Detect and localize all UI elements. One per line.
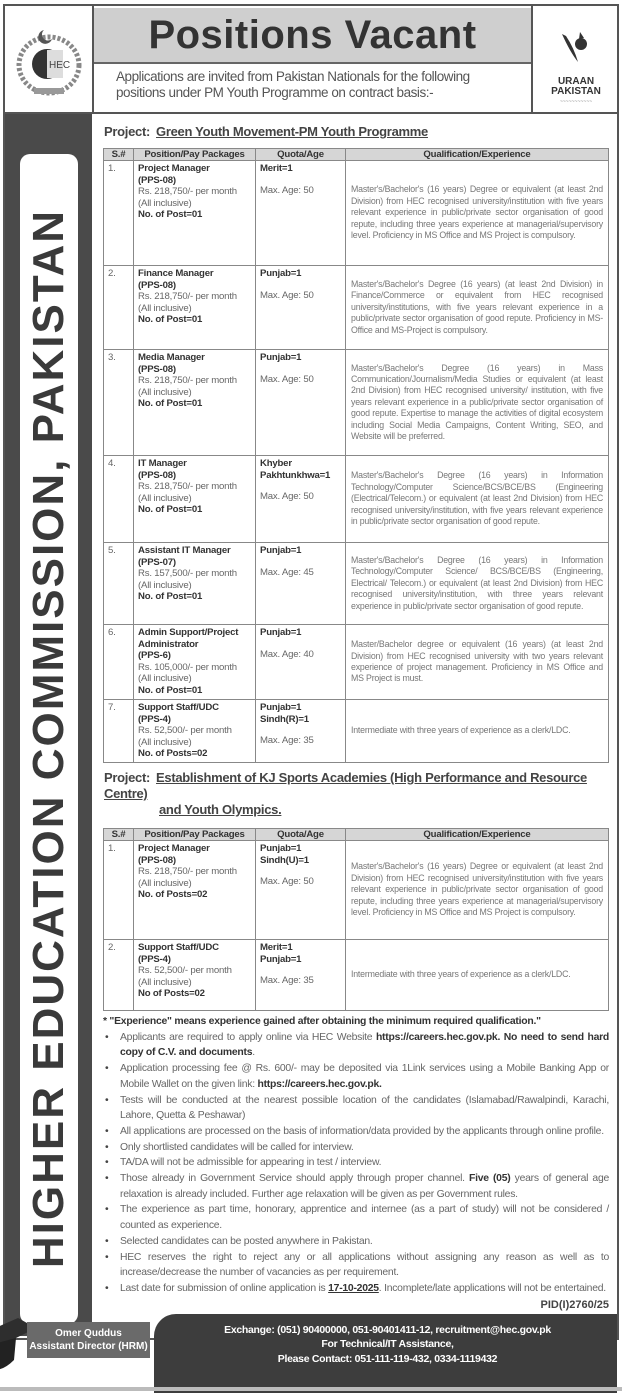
table-row — [104, 543, 609, 625]
qualification: Master's/Bachelor's (16 years) Degree or equivalent (at least 2nd Division) from HEC recognised university/institution with five years relevant experience in public/private sector organisation of good repute, including three years experience at managerial/supervisory level. Proficiency in MS Office and MS Project is compulsory. — [346, 841, 609, 940]
quota-item: Punjab=1 — [260, 627, 302, 638]
post-count: No. of Post=01 — [138, 684, 203, 696]
col-position: Position/Pay Packages — [134, 149, 256, 161]
position-cell — [134, 700, 256, 763]
position-cell — [134, 350, 256, 456]
table-row — [104, 625, 609, 700]
quota-cell — [256, 161, 346, 266]
pps-grade: (PPS-6) — [138, 650, 171, 662]
pps-grade: (PPS-08) — [138, 469, 176, 481]
project-label: Project: — [104, 124, 151, 139]
signatory-designation: Assistant Director (HRM) — [29, 1340, 148, 1352]
table-row — [104, 700, 609, 763]
note-item — [103, 1061, 609, 1092]
pay: Rs. 157,500/- per month — [138, 568, 237, 580]
note-item — [103, 1155, 609, 1171]
quota-cell — [256, 266, 346, 350]
post-count: No. of Post=01 — [138, 504, 203, 516]
uraan-text: URAAN — [557, 76, 595, 87]
quota-cell — [256, 700, 346, 763]
note-text: Selected candidates can be posted anywhere in Pakistan. — [120, 1235, 373, 1247]
footer — [25, 1314, 617, 1394]
table-row — [104, 940, 609, 1011]
col-quota: Quota/Age — [256, 829, 346, 841]
pps-grade: (PPS-4) — [138, 713, 171, 725]
position-cell — [134, 940, 256, 1011]
qualification: Intermediate with three years of experience as a clerk/LDC. — [346, 940, 609, 1011]
pid-number: PID(I)2760/25 — [540, 1298, 609, 1311]
post-count: No. of Post=01 — [138, 314, 203, 326]
post-count: No. of Posts=02 — [138, 889, 208, 901]
note-item — [103, 1030, 609, 1061]
quota-item: Khyber Pakhtunkhwa=1 — [260, 458, 331, 481]
position-title: Support Staff/UDC — [138, 942, 219, 953]
position-title: Assistant IT Manager — [138, 545, 231, 556]
inclusive-note: (All inclusive) — [138, 976, 192, 988]
project-name: Establishment of KJ Sports Academies (High Performance and Resource Centre) — [104, 770, 587, 801]
note-item — [103, 1202, 609, 1233]
quota-item: Punjab=1 — [260, 843, 302, 854]
inclusive-note: (All inclusive) — [138, 579, 192, 591]
max-age: Max. Age: 40 — [260, 648, 314, 660]
table-row — [104, 350, 609, 456]
project-title-1 — [104, 124, 609, 140]
serial-number: 2. — [104, 266, 134, 350]
position-title: IT Manager — [138, 458, 187, 469]
note-text: TA/DA will not be admissible for appearing in test / interview. — [120, 1157, 382, 1169]
position-cell — [134, 161, 256, 266]
positions-table-1 — [103, 148, 609, 763]
max-age: Max. Age: 35 — [260, 975, 314, 987]
max-age: Max. Age: 50 — [260, 876, 314, 888]
note-text: HEC reserves the right to reject any or all applications without assigning any reason as well as to increase/decrease the number of vacancies as per requirement. — [120, 1251, 609, 1279]
qualification: Master's/Bachelor's (16 years) Degree or equivalent (at least 2nd Division) from HEC recognised university/institution with five years relevant experience in public/private sector organisation of good repute, including three years experience at managerial/supervisory level. Proficiency in MS Office and MS Project is compulsory. — [346, 161, 609, 266]
pay: Rs. 218,750/- per month — [138, 186, 237, 198]
serial-number: 6. — [104, 625, 134, 700]
note-after: . Incomplete/late applications will not be entertained. — [378, 1282, 606, 1294]
max-age: Max. Age: 50 — [260, 184, 314, 196]
title-box — [92, 6, 533, 113]
post-count: No. of Post=01 — [138, 591, 203, 603]
positions-table-2 — [103, 828, 609, 1011]
table-row — [104, 841, 609, 940]
note-item — [103, 1124, 609, 1140]
position-title: Project Manager — [138, 843, 210, 854]
notes — [103, 1014, 609, 1297]
col-qualification: Qualification/Experience — [346, 829, 609, 841]
notes-list — [103, 1030, 609, 1297]
max-age: Max. Age: 50 — [260, 289, 314, 301]
note-text: Only shortlisted candidates will be called for interview. — [120, 1141, 354, 1153]
position-cell — [134, 625, 256, 700]
pps-grade: (PPS-08) — [138, 854, 176, 866]
serial-number: 7. — [104, 700, 134, 763]
pay: Rs. 105,000/- per month — [138, 661, 237, 673]
note-text: Last date for submission of online application is — [120, 1282, 329, 1294]
hec-logo — [5, 6, 92, 113]
quota-cell — [256, 456, 346, 543]
page-title: Positions Vacant — [94, 8, 531, 64]
col-qualification: Qualification/Experience — [346, 149, 609, 161]
quota-item: Punjab=1 — [260, 352, 302, 363]
quota-cell — [256, 625, 346, 700]
quota-item: Punjab=1 — [260, 545, 302, 556]
post-count: No. of Post=01 — [138, 209, 203, 221]
qualification: Master's/Bachelor's Degree (16 years) in Information Technology/Computer Science/BCS/BCE/BS (Engineering (Electrical/Telecom.) or equivalent (at least 2nd Division) from HEC recognised university/institution, with five years relevant experience in public/private sector organisation of good repute. — [346, 456, 609, 543]
quota-item: Sindh(R)=1 — [260, 713, 309, 725]
inclusive-note: (All inclusive) — [138, 492, 192, 504]
inclusive-note: (All inclusive) — [138, 302, 192, 314]
post-count: No. of Posts=02 — [138, 748, 208, 760]
note-text: Applicants are required to apply online via HEC Website — [120, 1031, 376, 1043]
position-cell — [134, 456, 256, 543]
serial-number: 5. — [104, 543, 134, 625]
note-bold: Five (05) — [468, 1173, 511, 1185]
sidebar-band — [5, 114, 92, 1336]
note-text: The experience as part time, honorary, apprentice and internee (as a part of study) will not be considered / counted as experience. — [120, 1204, 609, 1232]
pakistan-text: PAKISTAN — [551, 86, 601, 97]
pay: Rs. 218,750/- per month — [138, 375, 237, 387]
intro-text: Applications are invited from Pakistan Nationals for the following positions under PM Youth Programme on contract basis:- — [116, 69, 470, 100]
bottom-bar — [0, 1387, 622, 1391]
project-title-2 — [104, 770, 609, 818]
note-bold: https://careers.hec.gov.pk. — [257, 1078, 382, 1090]
inclusive-note: (All inclusive) — [138, 386, 192, 398]
col-sno: S.# — [104, 829, 134, 841]
note-item — [103, 1250, 609, 1281]
inclusive-note: (All inclusive) — [138, 197, 192, 209]
project-name: Green Youth Movement-PM Youth Programme — [156, 124, 428, 139]
pay: Rs. 52,500/- per month — [138, 965, 232, 977]
note-item — [103, 1093, 609, 1124]
uraan-pakistan-logo — [535, 6, 617, 113]
note-item — [103, 1281, 609, 1297]
quota-item: Sindh(U)=1 — [260, 854, 309, 866]
position-cell — [134, 543, 256, 625]
inclusive-note: (All inclusive) — [138, 673, 192, 685]
qualification: Master's/Bachelor's Degree (16 years) in Information Technology/Computer Science/ BCS/BCE/BS (Engineering, Electrical/ Telecom.) or equivalent (at least 2nd Division) from HEC recognised university/institution, with three years relevant experience in public/private sector organisation of good repute. — [346, 543, 609, 625]
note-item — [103, 1140, 609, 1156]
note-text: All applications are processed on the basis of information/data provided by the applicants through online profile. — [120, 1125, 604, 1137]
table-row — [104, 266, 609, 350]
contact-text: Please Contact: 051-111-119-432, 0334-1119432 — [277, 1352, 498, 1365]
position-title: Admin Support/Project Administrator — [138, 627, 239, 650]
serial-number: 4. — [104, 456, 134, 543]
note-after: . — [252, 1047, 255, 1059]
max-age: Max. Age: 45 — [260, 566, 314, 578]
signatory — [27, 1322, 150, 1358]
note-text: Application processing fee @ Rs. 600/- may be deposited via 1Link services using a Mobile Banking App or Mobile Wallet on the given link: — [120, 1063, 609, 1090]
position-title: Support Staff/UDC — [138, 702, 219, 713]
max-age: Max. Age: 35 — [260, 735, 314, 747]
pay: Rs. 218,750/- per month — [138, 866, 237, 878]
quota-item: Merit=1 — [260, 942, 293, 953]
position-title: Media Manager — [138, 352, 205, 363]
col-quota: Quota/Age — [256, 149, 346, 161]
hec-logo-text: HEC — [48, 59, 70, 71]
pay: Rs. 218,750/- per month — [138, 291, 237, 303]
note-item — [103, 1171, 609, 1202]
max-age: Max. Age: 50 — [260, 373, 314, 385]
pay: Rs. 52,500/- per month — [138, 725, 232, 737]
note-item — [103, 1234, 609, 1250]
serial-number: 3. — [104, 350, 134, 456]
serial-number: 1. — [104, 161, 134, 266]
inclusive-note: (All inclusive) — [138, 736, 192, 748]
project-name-cont: and Youth Olympics. — [159, 802, 282, 817]
qualification: Master's/Bachelor's Degree (16 years) (at least 2nd Division) in Finance/Commerce or equivalent from HEC recognised university/institutions, with five years relevant experience in a public/private sector organisation of good repute. Proficiency in MS-Office and MS-Project is compulsory. — [346, 266, 609, 350]
inclusive-note: (All inclusive) — [138, 877, 192, 889]
quota-item: Merit=1 — [260, 163, 293, 174]
pps-grade: (PPS-08) — [138, 279, 176, 291]
serial-number: 1. — [104, 841, 134, 940]
note-text: Those already in Government Service should apply through proper channel. — [120, 1173, 469, 1185]
table-row — [104, 456, 609, 543]
quota-cell — [256, 841, 346, 940]
col-position: Position/Pay Packages — [134, 829, 256, 841]
uraan-bird-icon — [556, 26, 596, 72]
pay: Rs. 218,750/- per month — [138, 481, 237, 493]
tech-assistance-text: For Technical/IT Assistance, — [321, 1338, 454, 1351]
position-cell — [134, 841, 256, 940]
pps-grade: (PPS-08) — [138, 174, 176, 186]
position-cell — [134, 266, 256, 350]
note-bold: 17-10-2025 — [328, 1282, 379, 1294]
col-sno: S.# — [104, 149, 134, 161]
quota-cell — [256, 350, 346, 456]
pps-grade: (PPS-07) — [138, 556, 176, 568]
position-title: Project Manager — [138, 163, 210, 174]
quota-item: Punjab=1 — [260, 953, 302, 965]
pps-grade: (PPS-08) — [138, 363, 176, 375]
divider — [3, 112, 619, 114]
table-row — [104, 161, 609, 266]
sidebar-text: HIGHER EDUCATION COMMISSION, PAKISTAN — [24, 209, 73, 1269]
exchange-text: Exchange: (051) 90400000, 051-90401411-12, recruitment@hec.gov.pk — [224, 1323, 551, 1336]
quota-item: Punjab=1 — [260, 702, 302, 713]
pps-grade: (PPS-4) — [138, 953, 171, 965]
post-count: No of Posts=02 — [138, 988, 205, 1000]
qualification: Master/Bachelor degree or equivalent (16 years) (at least 2nd Division) from HEC recognised university with two years relevant experience of project management. Proficiency in MS Office and MS Project is must. — [346, 625, 609, 700]
qualification: Master's/Bachelor's Degree (16 years) in Mass Communication/Journalism/Media Studies or equivalent (at least 2nd Division) from HEC recognised university/ institution, with five years relevant experience in a public/private sector organisation of good repute. Expertise to manage the activities of digital ecosystem including Social Media Campaigns, Content Writing, SEO, and Website will be preferred. — [346, 350, 609, 456]
signatory-name: Omer Quddus — [55, 1327, 122, 1339]
quota-item: Punjab=1 — [260, 268, 302, 279]
note-text: Tests will be conducted at the nearest possible location of the candidates (Islamabad/Rawalpindi, Karachi, Lahore, Quetta & Peshawar) — [120, 1094, 609, 1122]
contact-panel — [154, 1314, 617, 1393]
qualification: Intermediate with three years of experience as a clerk/LDC. — [346, 700, 609, 763]
project-label: Project: — [104, 770, 151, 785]
position-title: Finance Manager — [138, 268, 214, 279]
quota-cell — [256, 940, 346, 1011]
hec-emblem-icon — [14, 20, 84, 100]
post-count: No. of Post=01 — [138, 398, 203, 410]
note-bold: https://careers.hec.gov.pk. No need to send hard copy of C.V. and documents — [120, 1031, 609, 1059]
experience-note: * "Experience" means experience gained after obtaining the minimum required qualification." — [103, 1016, 541, 1027]
quota-cell — [256, 543, 346, 625]
note-after: years of general age relaxation is already included. Further age relaxation will be given as per Government rules. — [120, 1173, 609, 1200]
urdu-tagline: ~~~~~~~~~~~ — [559, 99, 593, 105]
max-age: Max. Age: 50 — [260, 491, 314, 503]
serial-number: 2. — [104, 940, 134, 1011]
